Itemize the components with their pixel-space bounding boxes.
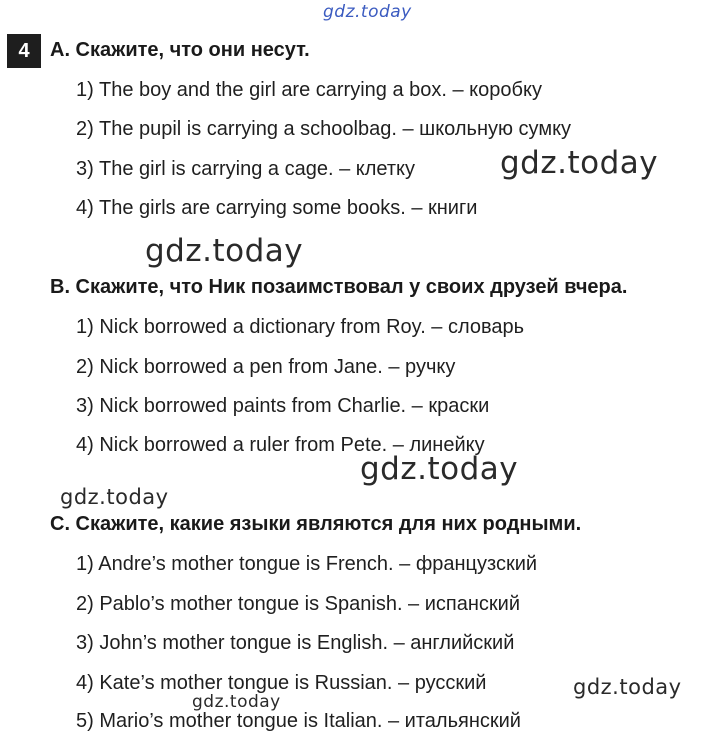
list-item: 3) John’s mother tongue is English. – английский [76,632,515,654]
watermark: gdz.today [500,145,659,181]
list-item: 1) Nick borrowed a dictionary from Roy. – словарь [76,316,525,338]
watermark-top: gdz.today [323,2,412,22]
list-item: 1) Andre’s mother tongue is French. – французский [76,553,538,575]
list-item: 3) The girl is carrying a cage. – клетку [76,158,415,180]
watermark: gdz.today [192,692,281,712]
watermark: gdz.today [145,233,304,269]
watermark: gdz.today [360,451,519,487]
list-item: 3) Nick borrowed paints from Charlie. – краски [76,395,490,417]
list-item: 5) Mario’s mother tongue is Italian. – итальянский [76,710,521,732]
section-a-heading: A. Скажите, что они несут. [50,39,310,61]
list-item: 1) The boy and the girl are carrying a box. – коробку [76,79,542,101]
list-item: 4) The girls are carrying some books. – книги [76,197,478,219]
list-item: 2) Nick borrowed a pen from Jane. – ручку [76,356,456,378]
section-b-heading: B. Скажите, что Ник позаимствовал у своих друзей вчера. [50,276,628,298]
watermark: gdz.today [60,485,169,509]
watermark: gdz.today [573,675,682,699]
section-c-heading: C. Скажите, какие языки являются для них родными. [50,513,582,535]
exercise-number-badge: 4 [7,34,41,68]
list-item: 4) Nick borrowed a ruler from Pete. – линейку [76,434,485,456]
list-item: 2) Pablo’s mother tongue is Spanish. – испанский [76,593,520,615]
list-item: 2) The pupil is carrying a schoolbag. – школьную сумку [76,118,572,140]
list-item: 4) Kate’s mother tongue is Russian. – русский [76,672,487,694]
